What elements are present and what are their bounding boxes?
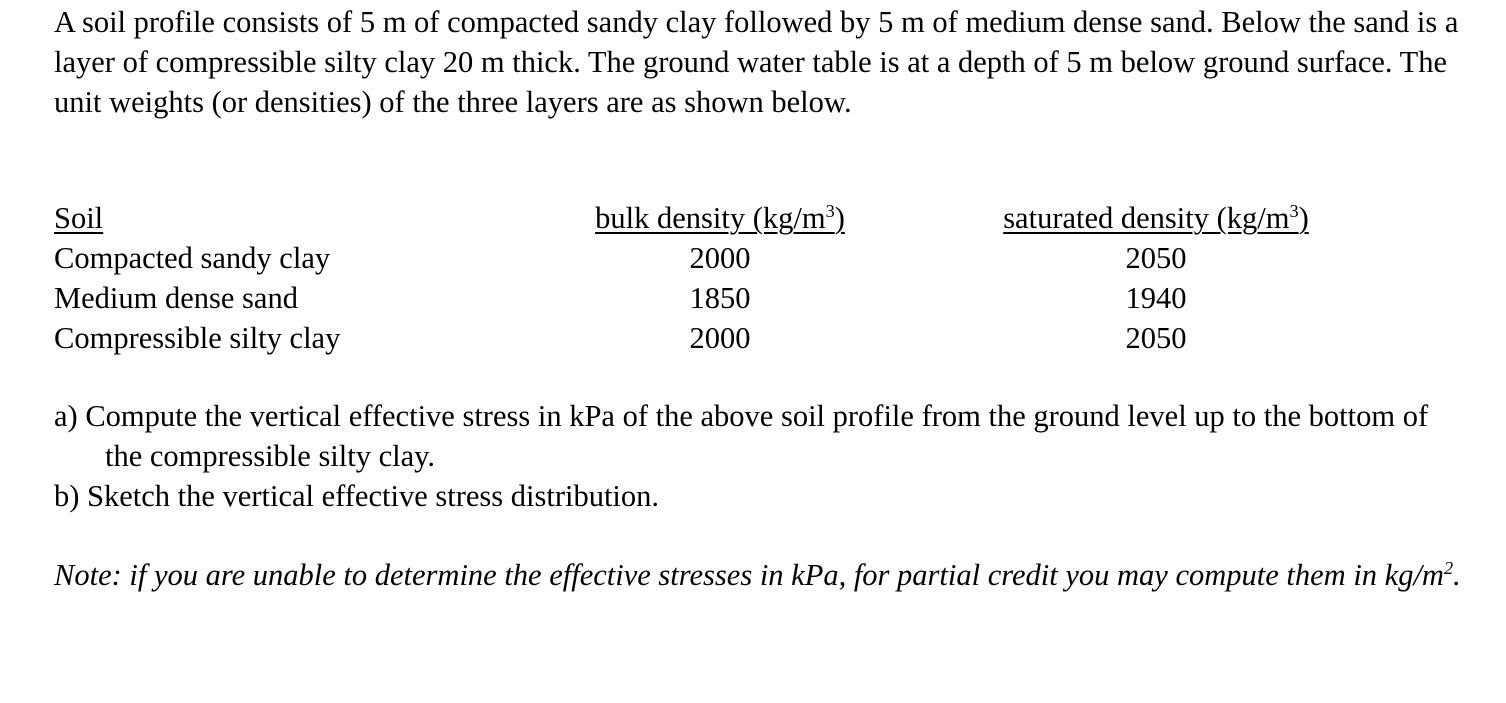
note [54, 555, 1505, 595]
saturated-density-column [983, 198, 1329, 358]
sat-header-close: ) [1298, 201, 1309, 235]
bulk-density-value: 1850 [689, 281, 751, 315]
bulk-density-value: 2000 [689, 241, 751, 275]
soil-column [54, 198, 340, 358]
soil-name: Medium dense sand [54, 281, 298, 315]
soil-name: Compressible silty clay [54, 321, 341, 355]
bulk-density-column [568, 198, 872, 358]
problem-intro: A soil profile consists of 5 m of compacted sandy clay followed by 5 m of medium dense sand. Below the sand is a layer of compressible silty clay 20 m thick. The ground water table is at a depth of 5 m below ground surface. The unit weights (or densities) of the three layers are as shown below. [54, 5, 1459, 119]
soil-name: Compacted sandy clay [54, 241, 331, 275]
question-b: b) Sketch the vertical effective stress distribution. [54, 479, 660, 513]
saturated-density-header [983, 198, 1329, 238]
soil-header: Soil [54, 201, 104, 235]
note-sup: 2 [1443, 558, 1454, 579]
bulk-density-header [568, 198, 872, 238]
sat-header-text: saturated density (kg/m [1003, 201, 1290, 235]
saturated-density-value: 2050 [1125, 321, 1187, 355]
bulk-header-text: bulk density (kg/m [595, 201, 826, 235]
question-list [54, 396, 1454, 516]
saturated-density-value: 1940 [1125, 281, 1187, 315]
sat-header-sup: 3 [1289, 201, 1299, 222]
question-a: a) Compute the vertical effective stress in kPa of the above soil profile from the ground level up to the bottom of the compressible silty clay. [54, 399, 1429, 473]
density-table [54, 198, 1454, 358]
note-text: Note: if you are unable to determine the effective stresses in kPa, for partial credit you may compute them in kg/m [54, 558, 1444, 592]
note-end: . [1453, 558, 1461, 592]
bulk-header-sup: 3 [825, 201, 835, 222]
bulk-density-value: 2000 [689, 321, 751, 355]
saturated-density-value: 2050 [1125, 241, 1187, 275]
bulk-header-close: ) [834, 201, 845, 235]
